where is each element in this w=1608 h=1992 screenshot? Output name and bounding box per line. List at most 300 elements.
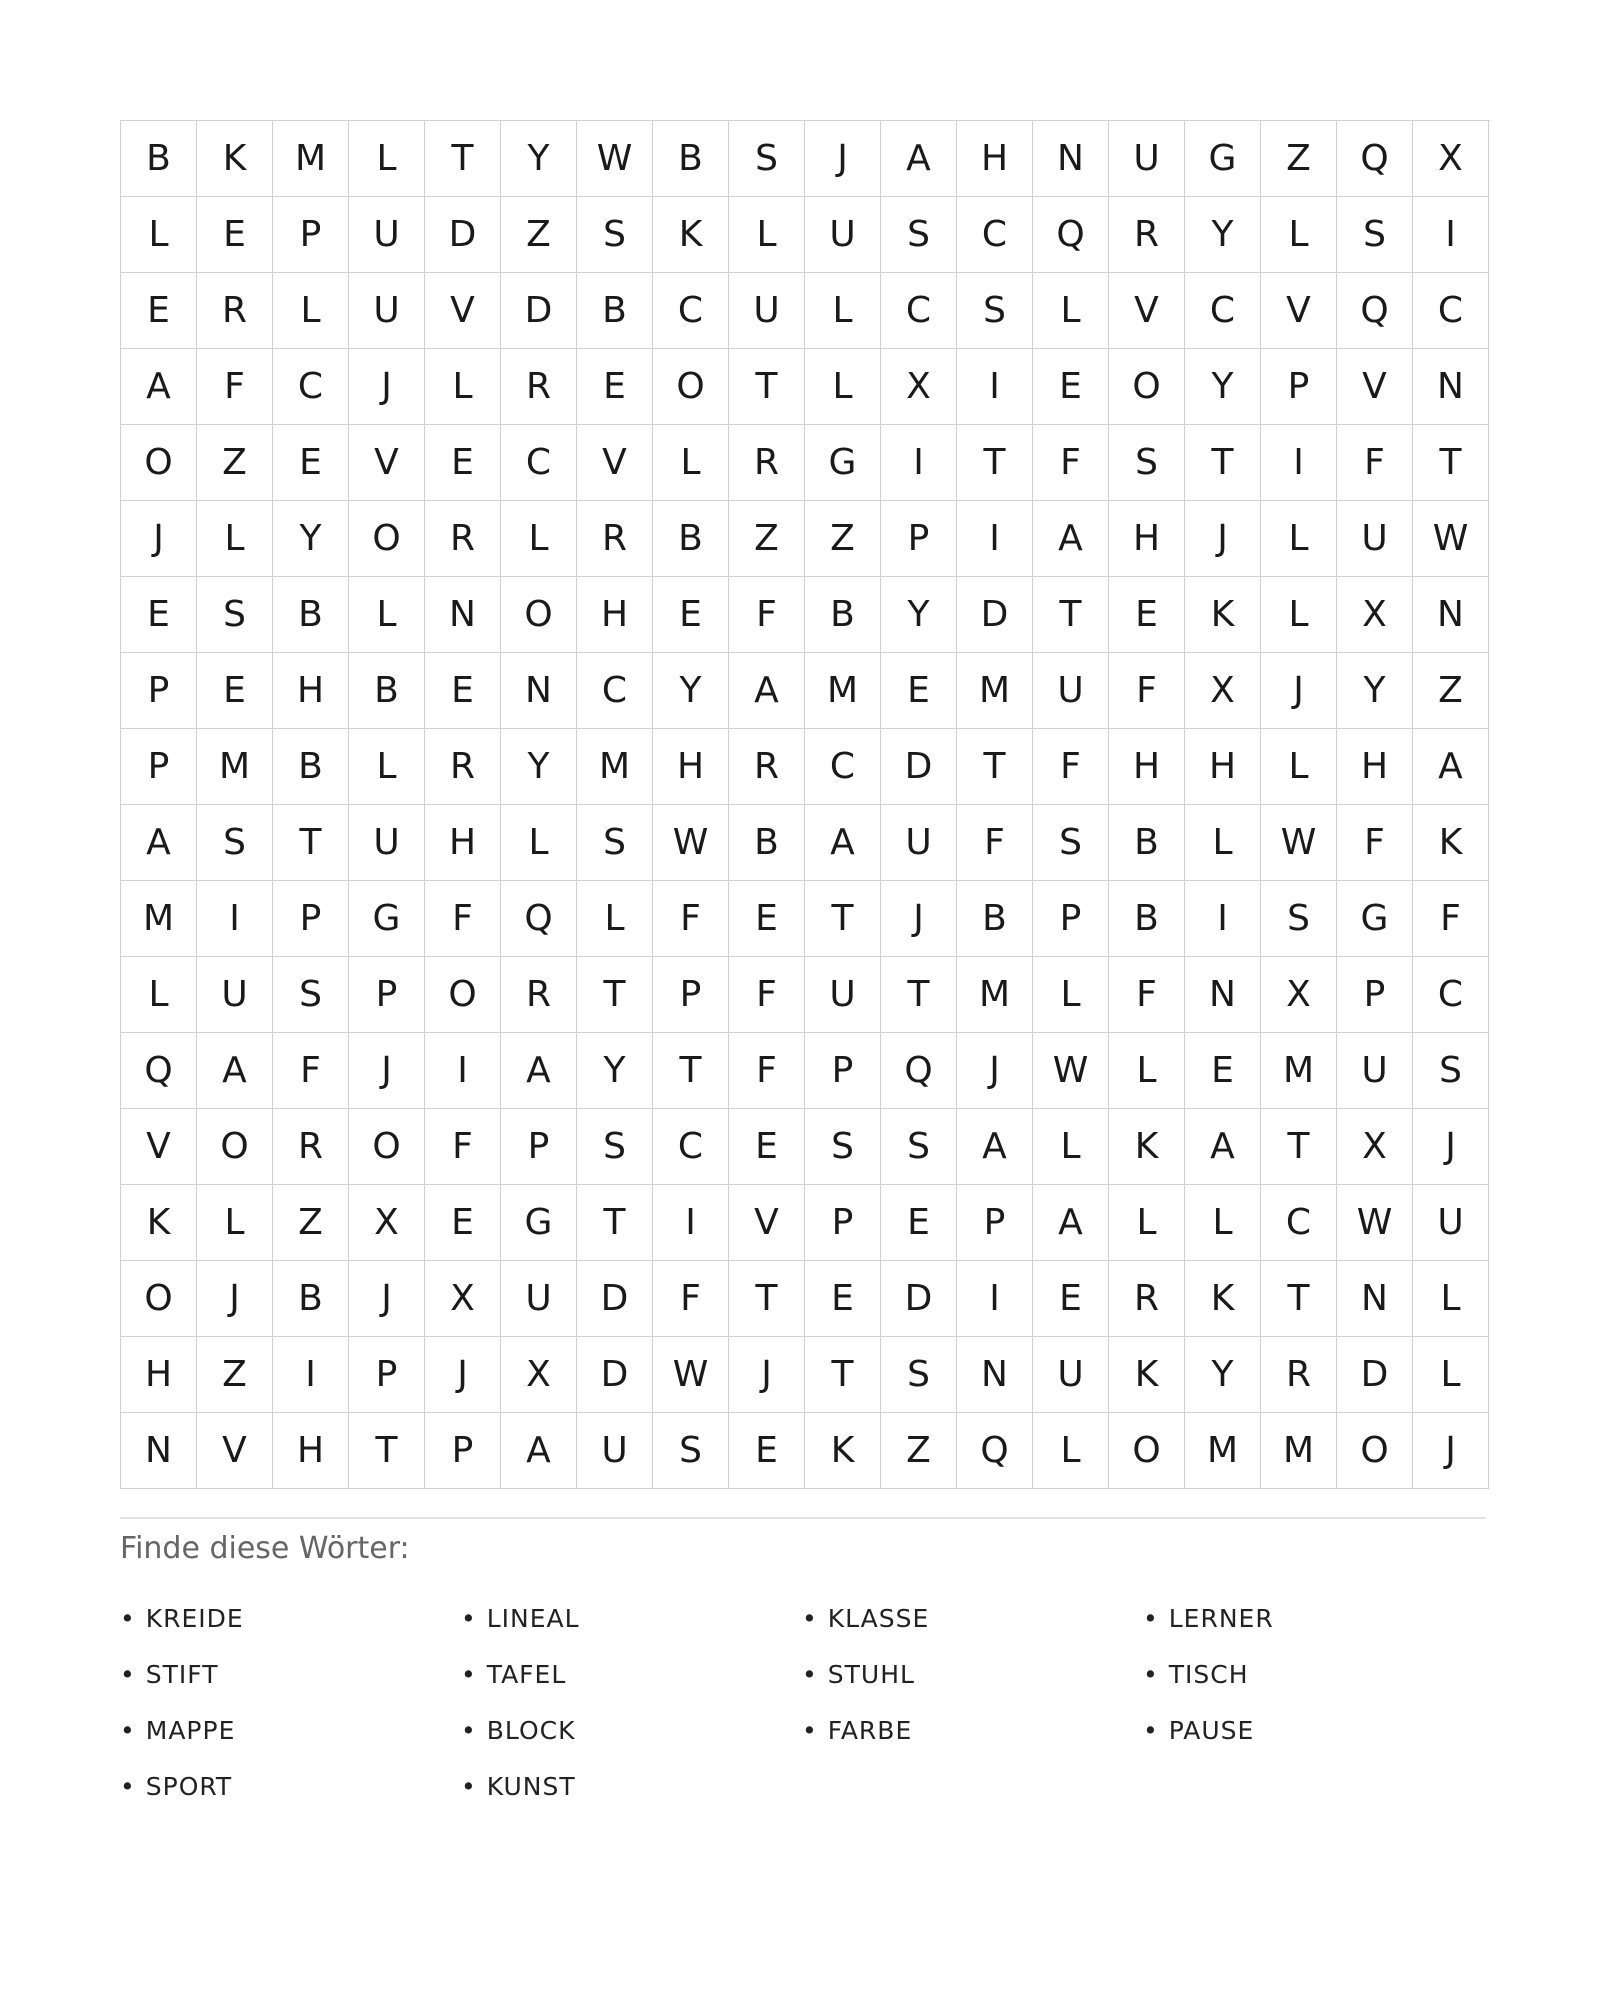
grid-cell[interactable]: F bbox=[1109, 957, 1185, 1033]
grid-cell[interactable]: E bbox=[425, 425, 501, 501]
grid-cell[interactable]: H bbox=[957, 121, 1033, 197]
grid-cell[interactable]: C bbox=[653, 273, 729, 349]
grid-cell[interactable]: A bbox=[881, 121, 957, 197]
grid-cell[interactable]: Z bbox=[501, 197, 577, 273]
grid-cell[interactable]: T bbox=[729, 349, 805, 425]
grid-cell[interactable]: J bbox=[957, 1033, 1033, 1109]
grid-cell[interactable]: K bbox=[653, 197, 729, 273]
grid-cell[interactable]: L bbox=[349, 121, 425, 197]
grid-cell[interactable]: H bbox=[1337, 729, 1413, 805]
grid-cell[interactable]: X bbox=[1337, 577, 1413, 653]
grid-cell[interactable]: B bbox=[957, 881, 1033, 957]
grid-cell[interactable]: L bbox=[273, 273, 349, 349]
grid-cell[interactable]: G bbox=[1185, 121, 1261, 197]
grid-cell[interactable]: X bbox=[1337, 1109, 1413, 1185]
grid-cell[interactable]: M bbox=[1261, 1033, 1337, 1109]
grid-cell[interactable]: N bbox=[1033, 121, 1109, 197]
grid-cell[interactable]: F bbox=[1337, 425, 1413, 501]
grid-cell[interactable]: F bbox=[273, 1033, 349, 1109]
grid-cell[interactable]: I bbox=[425, 1033, 501, 1109]
grid-cell[interactable]: Z bbox=[729, 501, 805, 577]
grid-cell[interactable]: D bbox=[577, 1261, 653, 1337]
grid-cell[interactable]: L bbox=[1109, 1185, 1185, 1261]
grid-cell[interactable]: E bbox=[121, 273, 197, 349]
grid-cell[interactable]: E bbox=[1033, 1261, 1109, 1337]
grid-cell[interactable]: J bbox=[1185, 501, 1261, 577]
grid-cell[interactable]: Y bbox=[1185, 197, 1261, 273]
grid-cell[interactable]: N bbox=[1413, 577, 1489, 653]
grid-cell[interactable]: L bbox=[121, 197, 197, 273]
grid-cell[interactable]: P bbox=[1261, 349, 1337, 425]
grid-cell[interactable]: P bbox=[1033, 881, 1109, 957]
grid-cell[interactable]: H bbox=[1185, 729, 1261, 805]
grid-cell[interactable]: T bbox=[1261, 1109, 1337, 1185]
grid-cell[interactable]: M bbox=[957, 653, 1033, 729]
grid-cell[interactable]: N bbox=[957, 1337, 1033, 1413]
grid-cell[interactable]: O bbox=[349, 1109, 425, 1185]
grid-cell[interactable]: E bbox=[881, 1185, 957, 1261]
grid-cell[interactable]: P bbox=[425, 1413, 501, 1489]
grid-cell[interactable]: Q bbox=[501, 881, 577, 957]
grid-cell[interactable]: M bbox=[197, 729, 273, 805]
grid-cell[interactable]: E bbox=[197, 197, 273, 273]
grid-cell[interactable]: P bbox=[273, 881, 349, 957]
grid-cell[interactable]: I bbox=[957, 349, 1033, 425]
grid-cell[interactable]: F bbox=[729, 957, 805, 1033]
grid-cell[interactable]: E bbox=[653, 577, 729, 653]
grid-cell[interactable]: T bbox=[1413, 425, 1489, 501]
grid-cell[interactable]: K bbox=[1185, 577, 1261, 653]
grid-cell[interactable]: E bbox=[425, 1185, 501, 1261]
grid-cell[interactable]: H bbox=[273, 1413, 349, 1489]
grid-cell[interactable]: O bbox=[1109, 1413, 1185, 1489]
grid-cell[interactable]: M bbox=[1261, 1413, 1337, 1489]
grid-cell[interactable]: A bbox=[1033, 501, 1109, 577]
grid-cell[interactable]: U bbox=[1109, 121, 1185, 197]
grid-cell[interactable]: J bbox=[881, 881, 957, 957]
grid-cell[interactable]: C bbox=[957, 197, 1033, 273]
grid-cell[interactable]: P bbox=[805, 1185, 881, 1261]
grid-cell[interactable]: N bbox=[1185, 957, 1261, 1033]
grid-cell[interactable]: U bbox=[349, 805, 425, 881]
grid-cell[interactable]: K bbox=[1413, 805, 1489, 881]
grid-cell[interactable]: B bbox=[349, 653, 425, 729]
grid-cell[interactable]: P bbox=[957, 1185, 1033, 1261]
grid-cell[interactable]: A bbox=[1413, 729, 1489, 805]
grid-cell[interactable]: V bbox=[1337, 349, 1413, 425]
grid-cell[interactable]: L bbox=[1261, 501, 1337, 577]
grid-cell[interactable]: E bbox=[805, 1261, 881, 1337]
grid-cell[interactable]: F bbox=[957, 805, 1033, 881]
grid-cell[interactable]: A bbox=[197, 1033, 273, 1109]
grid-cell[interactable]: V bbox=[425, 273, 501, 349]
grid-cell[interactable]: S bbox=[805, 1109, 881, 1185]
grid-cell[interactable]: E bbox=[121, 577, 197, 653]
grid-cell[interactable]: B bbox=[805, 577, 881, 653]
grid-cell[interactable]: I bbox=[1185, 881, 1261, 957]
grid-cell[interactable]: V bbox=[729, 1185, 805, 1261]
grid-cell[interactable]: P bbox=[121, 653, 197, 729]
grid-cell[interactable]: R bbox=[501, 349, 577, 425]
grid-cell[interactable]: S bbox=[1337, 197, 1413, 273]
grid-cell[interactable]: L bbox=[1185, 1185, 1261, 1261]
grid-cell[interactable]: J bbox=[349, 349, 425, 425]
grid-cell[interactable]: Q bbox=[1337, 121, 1413, 197]
grid-cell[interactable]: R bbox=[273, 1109, 349, 1185]
grid-cell[interactable]: G bbox=[1337, 881, 1413, 957]
grid-cell[interactable]: T bbox=[1261, 1261, 1337, 1337]
grid-cell[interactable]: J bbox=[729, 1337, 805, 1413]
grid-cell[interactable]: Y bbox=[501, 121, 577, 197]
grid-cell[interactable]: T bbox=[653, 1033, 729, 1109]
grid-cell[interactable]: A bbox=[121, 349, 197, 425]
grid-cell[interactable]: E bbox=[577, 349, 653, 425]
grid-cell[interactable]: B bbox=[1109, 881, 1185, 957]
grid-cell[interactable]: X bbox=[1185, 653, 1261, 729]
grid-cell[interactable]: J bbox=[1261, 653, 1337, 729]
grid-cell[interactable]: A bbox=[1185, 1109, 1261, 1185]
grid-cell[interactable]: Q bbox=[881, 1033, 957, 1109]
grid-cell[interactable]: L bbox=[501, 501, 577, 577]
grid-cell[interactable]: L bbox=[1033, 1413, 1109, 1489]
grid-cell[interactable]: D bbox=[881, 729, 957, 805]
grid-cell[interactable]: Y bbox=[273, 501, 349, 577]
grid-cell[interactable]: E bbox=[1033, 349, 1109, 425]
grid-cell[interactable]: T bbox=[425, 121, 501, 197]
grid-cell[interactable]: Y bbox=[577, 1033, 653, 1109]
grid-cell[interactable]: U bbox=[881, 805, 957, 881]
grid-cell[interactable]: W bbox=[653, 1337, 729, 1413]
grid-cell[interactable]: P bbox=[805, 1033, 881, 1109]
grid-cell[interactable]: P bbox=[1337, 957, 1413, 1033]
grid-cell[interactable]: I bbox=[957, 501, 1033, 577]
grid-cell[interactable]: X bbox=[1413, 121, 1489, 197]
grid-cell[interactable]: E bbox=[1185, 1033, 1261, 1109]
grid-cell[interactable]: Z bbox=[881, 1413, 957, 1489]
grid-cell[interactable]: X bbox=[349, 1185, 425, 1261]
grid-cell[interactable]: S bbox=[1261, 881, 1337, 957]
grid-cell[interactable]: I bbox=[957, 1261, 1033, 1337]
grid-cell[interactable]: P bbox=[349, 1337, 425, 1413]
grid-cell[interactable]: D bbox=[957, 577, 1033, 653]
grid-cell[interactable]: F bbox=[729, 1033, 805, 1109]
grid-cell[interactable]: D bbox=[577, 1337, 653, 1413]
grid-cell[interactable]: T bbox=[881, 957, 957, 1033]
grid-cell[interactable]: U bbox=[805, 957, 881, 1033]
grid-cell[interactable]: Q bbox=[957, 1413, 1033, 1489]
grid-cell[interactable]: J bbox=[121, 501, 197, 577]
grid-cell[interactable]: O bbox=[121, 425, 197, 501]
grid-cell[interactable]: P bbox=[349, 957, 425, 1033]
grid-cell[interactable]: C bbox=[1185, 273, 1261, 349]
grid-cell[interactable]: T bbox=[805, 881, 881, 957]
grid-cell[interactable]: C bbox=[653, 1109, 729, 1185]
grid-cell[interactable]: C bbox=[273, 349, 349, 425]
grid-cell[interactable]: E bbox=[1109, 577, 1185, 653]
grid-cell[interactable]: U bbox=[501, 1261, 577, 1337]
grid-cell[interactable]: B bbox=[729, 805, 805, 881]
grid-cell[interactable]: S bbox=[197, 577, 273, 653]
grid-cell[interactable]: R bbox=[1109, 197, 1185, 273]
grid-cell[interactable]: H bbox=[273, 653, 349, 729]
grid-cell[interactable]: J bbox=[425, 1337, 501, 1413]
grid-cell[interactable]: B bbox=[653, 501, 729, 577]
grid-cell[interactable]: P bbox=[501, 1109, 577, 1185]
grid-cell[interactable]: E bbox=[729, 1109, 805, 1185]
grid-cell[interactable]: W bbox=[653, 805, 729, 881]
grid-cell[interactable]: T bbox=[577, 957, 653, 1033]
grid-cell[interactable]: W bbox=[1033, 1033, 1109, 1109]
grid-cell[interactable]: U bbox=[1337, 1033, 1413, 1109]
grid-cell[interactable]: K bbox=[1109, 1109, 1185, 1185]
grid-cell[interactable]: L bbox=[1033, 1109, 1109, 1185]
grid-cell[interactable]: F bbox=[653, 881, 729, 957]
grid-cell[interactable]: T bbox=[1033, 577, 1109, 653]
grid-cell[interactable]: S bbox=[1413, 1033, 1489, 1109]
grid-cell[interactable]: X bbox=[501, 1337, 577, 1413]
grid-cell[interactable]: H bbox=[653, 729, 729, 805]
grid-cell[interactable]: Q bbox=[1033, 197, 1109, 273]
grid-cell[interactable]: R bbox=[425, 729, 501, 805]
grid-cell[interactable]: J bbox=[349, 1033, 425, 1109]
grid-cell[interactable]: U bbox=[197, 957, 273, 1033]
grid-cell[interactable]: Z bbox=[273, 1185, 349, 1261]
grid-cell[interactable]: A bbox=[1033, 1185, 1109, 1261]
grid-cell[interactable]: L bbox=[1413, 1337, 1489, 1413]
grid-cell[interactable]: Y bbox=[881, 577, 957, 653]
grid-cell[interactable]: T bbox=[1185, 425, 1261, 501]
grid-cell[interactable]: F bbox=[425, 881, 501, 957]
grid-cell[interactable]: E bbox=[425, 653, 501, 729]
grid-cell[interactable]: W bbox=[1413, 501, 1489, 577]
grid-cell[interactable]: L bbox=[349, 729, 425, 805]
grid-cell[interactable]: A bbox=[729, 653, 805, 729]
grid-cell[interactable]: L bbox=[197, 1185, 273, 1261]
grid-cell[interactable]: H bbox=[1109, 501, 1185, 577]
grid-cell[interactable]: Q bbox=[121, 1033, 197, 1109]
grid-cell[interactable]: K bbox=[1109, 1337, 1185, 1413]
grid-cell[interactable]: D bbox=[501, 273, 577, 349]
grid-cell[interactable]: L bbox=[577, 881, 653, 957]
grid-cell[interactable]: S bbox=[881, 1109, 957, 1185]
grid-cell[interactable]: Z bbox=[1413, 653, 1489, 729]
grid-cell[interactable]: K bbox=[121, 1185, 197, 1261]
grid-cell[interactable]: R bbox=[577, 501, 653, 577]
grid-cell[interactable]: O bbox=[121, 1261, 197, 1337]
grid-cell[interactable]: K bbox=[1185, 1261, 1261, 1337]
grid-cell[interactable]: C bbox=[1413, 273, 1489, 349]
grid-cell[interactable]: C bbox=[805, 729, 881, 805]
grid-cell[interactable]: R bbox=[197, 273, 273, 349]
grid-cell[interactable]: I bbox=[197, 881, 273, 957]
grid-cell[interactable]: Y bbox=[1185, 349, 1261, 425]
grid-cell[interactable]: U bbox=[349, 273, 425, 349]
grid-cell[interactable]: N bbox=[1413, 349, 1489, 425]
grid-cell[interactable]: W bbox=[1261, 805, 1337, 881]
grid-cell[interactable]: F bbox=[1413, 881, 1489, 957]
grid-cell[interactable]: M bbox=[577, 729, 653, 805]
grid-cell[interactable]: V bbox=[1109, 273, 1185, 349]
grid-cell[interactable]: S bbox=[881, 1337, 957, 1413]
grid-cell[interactable]: A bbox=[957, 1109, 1033, 1185]
grid-cell[interactable]: D bbox=[881, 1261, 957, 1337]
grid-cell[interactable]: T bbox=[273, 805, 349, 881]
grid-cell[interactable]: X bbox=[1261, 957, 1337, 1033]
grid-cell[interactable]: S bbox=[577, 1109, 653, 1185]
grid-cell[interactable]: J bbox=[1413, 1413, 1489, 1489]
grid-cell[interactable]: O bbox=[349, 501, 425, 577]
grid-cell[interactable]: H bbox=[1109, 729, 1185, 805]
grid-cell[interactable]: L bbox=[1261, 729, 1337, 805]
grid-cell[interactable]: A bbox=[501, 1413, 577, 1489]
grid-cell[interactable]: L bbox=[1413, 1261, 1489, 1337]
grid-cell[interactable]: C bbox=[1261, 1185, 1337, 1261]
grid-cell[interactable]: L bbox=[349, 577, 425, 653]
grid-cell[interactable]: E bbox=[729, 881, 805, 957]
grid-cell[interactable]: O bbox=[1109, 349, 1185, 425]
grid-cell[interactable]: U bbox=[1413, 1185, 1489, 1261]
grid-cell[interactable]: F bbox=[1033, 729, 1109, 805]
grid-cell[interactable]: L bbox=[425, 349, 501, 425]
grid-cell[interactable]: M bbox=[121, 881, 197, 957]
grid-cell[interactable]: R bbox=[1109, 1261, 1185, 1337]
grid-cell[interactable]: R bbox=[729, 425, 805, 501]
grid-cell[interactable]: F bbox=[197, 349, 273, 425]
grid-cell[interactable]: G bbox=[349, 881, 425, 957]
grid-cell[interactable]: L bbox=[1261, 577, 1337, 653]
grid-cell[interactable]: Y bbox=[1185, 1337, 1261, 1413]
grid-cell[interactable]: H bbox=[577, 577, 653, 653]
grid-cell[interactable]: I bbox=[273, 1337, 349, 1413]
grid-cell[interactable]: J bbox=[1413, 1109, 1489, 1185]
grid-cell[interactable]: P bbox=[881, 501, 957, 577]
grid-cell[interactable]: G bbox=[501, 1185, 577, 1261]
grid-cell[interactable]: L bbox=[1109, 1033, 1185, 1109]
grid-cell[interactable]: F bbox=[729, 577, 805, 653]
grid-cell[interactable]: S bbox=[1109, 425, 1185, 501]
grid-cell[interactable]: Y bbox=[653, 653, 729, 729]
grid-cell[interactable]: A bbox=[501, 1033, 577, 1109]
grid-cell[interactable]: X bbox=[881, 349, 957, 425]
grid-cell[interactable]: N bbox=[425, 577, 501, 653]
grid-cell[interactable]: F bbox=[1337, 805, 1413, 881]
grid-cell[interactable]: E bbox=[197, 653, 273, 729]
grid-cell[interactable]: V bbox=[1261, 273, 1337, 349]
grid-cell[interactable]: B bbox=[577, 273, 653, 349]
grid-cell[interactable]: K bbox=[197, 121, 273, 197]
grid-cell[interactable]: L bbox=[1261, 197, 1337, 273]
grid-cell[interactable]: N bbox=[1337, 1261, 1413, 1337]
grid-cell[interactable]: Z bbox=[197, 1337, 273, 1413]
grid-cell[interactable]: H bbox=[425, 805, 501, 881]
grid-cell[interactable]: W bbox=[1337, 1185, 1413, 1261]
grid-cell[interactable]: T bbox=[729, 1261, 805, 1337]
grid-cell[interactable]: S bbox=[577, 197, 653, 273]
grid-cell[interactable]: U bbox=[729, 273, 805, 349]
grid-cell[interactable]: G bbox=[805, 425, 881, 501]
grid-cell[interactable]: O bbox=[501, 577, 577, 653]
grid-cell[interactable]: L bbox=[121, 957, 197, 1033]
grid-cell[interactable]: B bbox=[273, 729, 349, 805]
grid-cell[interactable]: Y bbox=[501, 729, 577, 805]
grid-cell[interactable]: S bbox=[881, 197, 957, 273]
grid-cell[interactable]: F bbox=[653, 1261, 729, 1337]
grid-cell[interactable]: J bbox=[349, 1261, 425, 1337]
grid-cell[interactable]: A bbox=[121, 805, 197, 881]
grid-cell[interactable]: L bbox=[501, 805, 577, 881]
grid-cell[interactable]: K bbox=[805, 1413, 881, 1489]
grid-cell[interactable]: O bbox=[425, 957, 501, 1033]
grid-cell[interactable]: M bbox=[805, 653, 881, 729]
grid-cell[interactable]: T bbox=[577, 1185, 653, 1261]
grid-cell[interactable]: T bbox=[957, 425, 1033, 501]
grid-cell[interactable]: B bbox=[653, 121, 729, 197]
grid-cell[interactable]: L bbox=[653, 425, 729, 501]
grid-cell[interactable]: T bbox=[349, 1413, 425, 1489]
grid-cell[interactable]: D bbox=[1337, 1337, 1413, 1413]
grid-cell[interactable]: C bbox=[577, 653, 653, 729]
grid-cell[interactable]: F bbox=[1033, 425, 1109, 501]
grid-cell[interactable]: C bbox=[501, 425, 577, 501]
grid-cell[interactable]: S bbox=[273, 957, 349, 1033]
grid-cell[interactable]: L bbox=[1033, 273, 1109, 349]
grid-cell[interactable]: B bbox=[273, 577, 349, 653]
grid-cell[interactable]: P bbox=[121, 729, 197, 805]
grid-cell[interactable]: F bbox=[425, 1109, 501, 1185]
grid-cell[interactable]: U bbox=[1033, 1337, 1109, 1413]
grid-cell[interactable]: L bbox=[805, 349, 881, 425]
grid-cell[interactable]: L bbox=[1033, 957, 1109, 1033]
grid-cell[interactable]: X bbox=[425, 1261, 501, 1337]
grid-cell[interactable]: O bbox=[197, 1109, 273, 1185]
grid-cell[interactable]: M bbox=[273, 121, 349, 197]
grid-cell[interactable]: L bbox=[805, 273, 881, 349]
grid-cell[interactable]: U bbox=[805, 197, 881, 273]
grid-cell[interactable]: L bbox=[197, 501, 273, 577]
grid-cell[interactable]: O bbox=[1337, 1413, 1413, 1489]
grid-cell[interactable]: S bbox=[197, 805, 273, 881]
grid-cell[interactable]: C bbox=[881, 273, 957, 349]
grid-cell[interactable]: L bbox=[1185, 805, 1261, 881]
grid-cell[interactable]: D bbox=[425, 197, 501, 273]
grid-cell[interactable]: U bbox=[577, 1413, 653, 1489]
grid-cell[interactable]: J bbox=[805, 121, 881, 197]
grid-cell[interactable]: N bbox=[501, 653, 577, 729]
grid-cell[interactable]: E bbox=[729, 1413, 805, 1489]
grid-cell[interactable]: N bbox=[121, 1413, 197, 1489]
grid-cell[interactable]: V bbox=[121, 1109, 197, 1185]
grid-cell[interactable]: R bbox=[1261, 1337, 1337, 1413]
grid-cell[interactable]: Q bbox=[1337, 273, 1413, 349]
grid-cell[interactable]: O bbox=[653, 349, 729, 425]
grid-cell[interactable]: S bbox=[957, 273, 1033, 349]
grid-cell[interactable]: W bbox=[577, 121, 653, 197]
grid-cell[interactable]: S bbox=[653, 1413, 729, 1489]
grid-cell[interactable]: L bbox=[729, 197, 805, 273]
grid-cell[interactable]: V bbox=[197, 1413, 273, 1489]
grid-cell[interactable]: Z bbox=[197, 425, 273, 501]
grid-cell[interactable]: C bbox=[1413, 957, 1489, 1033]
grid-cell[interactable]: E bbox=[273, 425, 349, 501]
grid-cell[interactable]: A bbox=[805, 805, 881, 881]
grid-cell[interactable]: T bbox=[957, 729, 1033, 805]
grid-cell[interactable]: I bbox=[653, 1185, 729, 1261]
grid-cell[interactable]: J bbox=[197, 1261, 273, 1337]
grid-cell[interactable]: R bbox=[729, 729, 805, 805]
grid-cell[interactable]: U bbox=[349, 197, 425, 273]
grid-cell[interactable]: I bbox=[1413, 197, 1489, 273]
grid-cell[interactable]: T bbox=[805, 1337, 881, 1413]
